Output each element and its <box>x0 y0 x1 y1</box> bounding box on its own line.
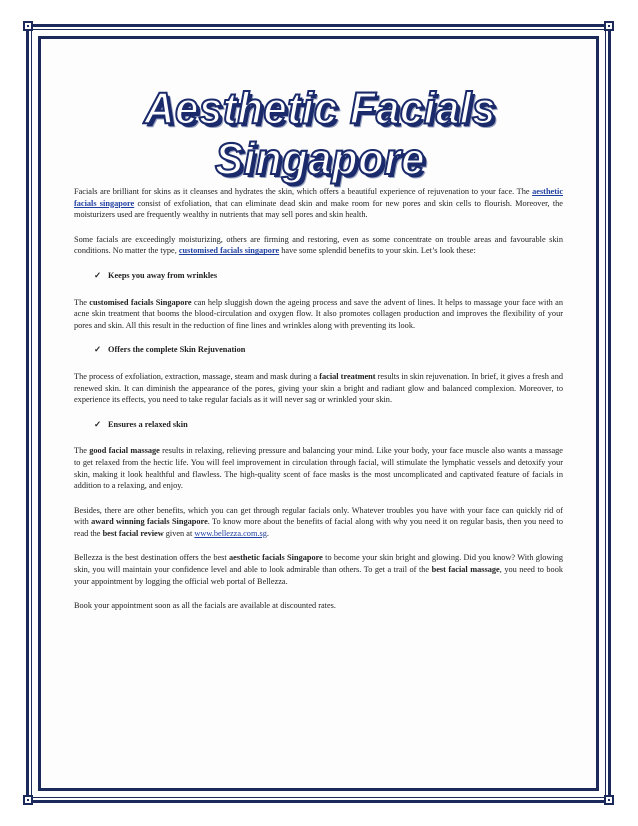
paragraph-bellezza <box>74 552 563 587</box>
checkmark-icon: ✓ <box>94 419 101 429</box>
text-span: can help sluggish down the ageing process and save the advent of lines. It helps to massage your face with an acne skin treatment that booms the blood-circulation and oxygen flow. It also promotes collagen production and improves the flexibility of your pores and skin. All this result in the reduction of fine lines and wrinkles along with preventing its look. <box>74 297 563 330</box>
bullet-label: Offers the complete Skin Rejuvenation <box>108 345 246 355</box>
text-span: have some splendid benefits to your skin. Let’s look these: <box>279 246 476 256</box>
link-bellezza-website[interactable]: www.bellezza.com.sg <box>194 528 267 538</box>
paragraph-massage <box>74 445 563 491</box>
text-span: The <box>74 297 90 307</box>
bullet-wrinkles <box>74 270 563 282</box>
bullet-label: Keeps you away from wrinkles <box>108 270 218 280</box>
bold-text: customised facials Singapore <box>89 297 192 307</box>
bullet-label: Ensures a relaxed skin <box>108 419 188 429</box>
text-span: , you need to book your appointment by logging the official web portal of Bellezza. <box>74 565 563 586</box>
bullet-rejuvenation <box>74 344 563 356</box>
checkmark-icon: ✓ <box>94 270 101 280</box>
text-span: consist of exfoliation, that can eliminate dead skin and make room for new pores and skin cells to flourish. Moreover, the moisturizers used are frequently wealthy in nutrients that may sell pores and skin health. <box>74 198 563 220</box>
bold-text: facial treatment <box>319 371 376 381</box>
text-span: Some facials are exceedingly moisturizing, others are firming and restoring, even as some concentrate on trouble areas and favourable skin conditions. No matter the type, <box>74 234 563 256</box>
bold-text: best facial massage <box>431 565 500 575</box>
corner-ornament-bottom-right <box>604 795 614 805</box>
text-span: . To know more about the benefits of facial along with why you need it on regular basis, then you need to read the <box>74 517 564 538</box>
article-body <box>74 186 563 625</box>
corner-ornament-top-left <box>23 21 33 31</box>
text-span: Bellezza is the best destination offers the best <box>74 553 230 563</box>
paragraph-types <box>74 234 563 257</box>
text-span: results in relaxing, relieving pressure and balancing your mind. Like your body, your face muscle also wants a massage to get relaxed from the hectic life. You will feel improvement in circulation through facial, will stimulate the lymphatic vessels and detoxify your skin, making it look healthful and flawless. The high-quality scent of face masks is the most uncomplicated and captivated feature of facials in addition to a relaxing, and enjoy. <box>74 446 563 491</box>
bold-text: good facial massage <box>89 446 160 456</box>
text-span: The process of exfoliation, extraction, massage, steam and mask during a <box>74 371 320 381</box>
text-span: Besides, there are other benefits, which you can get through regular facials only. Whatever troubles you have with your face can quickly rid of with <box>74 505 563 527</box>
bold-text: best facial review <box>102 528 164 538</box>
checkmark-icon: ✓ <box>94 345 101 355</box>
bullet-relaxed <box>74 419 563 431</box>
corner-ornament-top-right <box>604 21 614 31</box>
page-title: Aesthetic Facials Singapore <box>144 83 496 184</box>
paragraph-wrinkles <box>74 297 563 332</box>
text-span: to become your skin bright and glowing. Did you know? With glowing skin, you will maintain your confidence level and able to look admirable than others. To get a trail of the <box>74 553 563 575</box>
text-span: results in skin rejuvenation. In brief, it gives a fresh and renewed skin. It can diminish the appearance of the pores, giving your skin a bright and radiant glow and balanced complexion. Moreover, to experience its effects, you need to take regular facials as it will never sag or wrinkled your skin. <box>74 371 563 405</box>
link-customised-facials[interactable]: customised facials singapore <box>178 246 280 256</box>
text-span: given at <box>163 528 195 538</box>
text-span: . <box>266 528 269 538</box>
text-span: The <box>74 446 90 456</box>
corner-ornament-bottom-left <box>23 795 33 805</box>
text-span: Facials are brilliant for skins as it cleanses and hydrates the skin, which offers a beautiful experience of rejuvenation to your face. The <box>74 187 533 196</box>
bold-text: award winning facials Singapore <box>91 517 208 527</box>
paragraph-rejuvenation <box>74 371 563 406</box>
paragraph-benefits <box>74 505 563 540</box>
bold-text: aesthetic facials Singapore <box>229 553 323 563</box>
paragraph-closing: Book your appointment soon as all the facials are available at discounted rates. <box>74 601 336 611</box>
paragraph-intro <box>74 186 563 221</box>
link-aesthetic-facials[interactable]: aesthetic facials singapore <box>74 187 563 208</box>
